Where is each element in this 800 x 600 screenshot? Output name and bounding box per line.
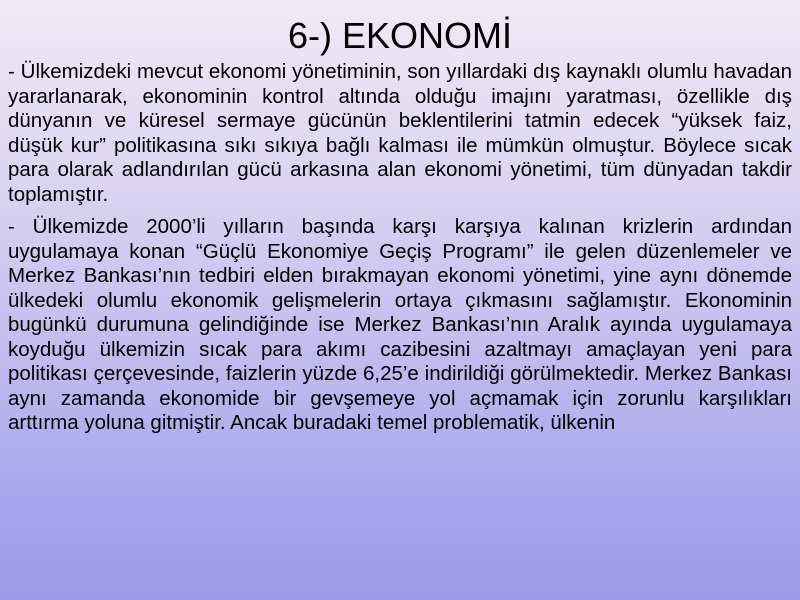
paragraph-2: - Ülkemizde 2000’li yılların başında karşı karşıya kalınan krizlerin ardından uygulamaya konan “Güçlü Ekonomiye Geçiş Programı” ile gelen düzenlemeler ve Merkez Bankası’nın tedbiri elden bırakmayan ekonomi yönetimi, yine aynı dönemde ülkedeki olumlu ekonomik gelişmelerin ortaya çıkmasını sağlamıştır. Ekonominin bugünkü durumuna gelindiğinde ise Merkez Bankası’nın Aralık ayında uygulamaya koyduğu ülkemizin sıcak para akımı cazibesini azaltmayı amaçlayan yeni para politikası çerçevesinde, faizlerin yüzde 6,25’e indirildiği görülmektedir. Merkez Bankası aynı zamanda ekonomide bir gevşemeye yol açmamak için zorunlu karşılıkları arttırma yoluna gitmiştir. Ancak buradaki temel problematik, ülkenin bbox=[8, 215, 792, 434]
paragraph-1: - Ülkemizdeki mevcut ekonomi yönetiminin, son yıllardaki dış kaynaklı olumlu havadan yararlanarak, ekonominin kontrol altında olduğu imajını yaratması, özellikle dış dünyanın ve küresel sermaye gücünün beklentilerini tatmin edecek “yüksek faiz, düşük kur” politikasına sıkı sıkıya bağlı kalması ile mümkün olmuştur. Böylece sıcak para olarak adlandırılan gücü arkasına alan ekonomi yönetimi, tüm dünyadan takdir toplamıştır. bbox=[8, 60, 792, 206]
slide-body bbox=[8, 60, 792, 436]
slide-title: 6-) EKONOMİ bbox=[287, 15, 512, 56]
